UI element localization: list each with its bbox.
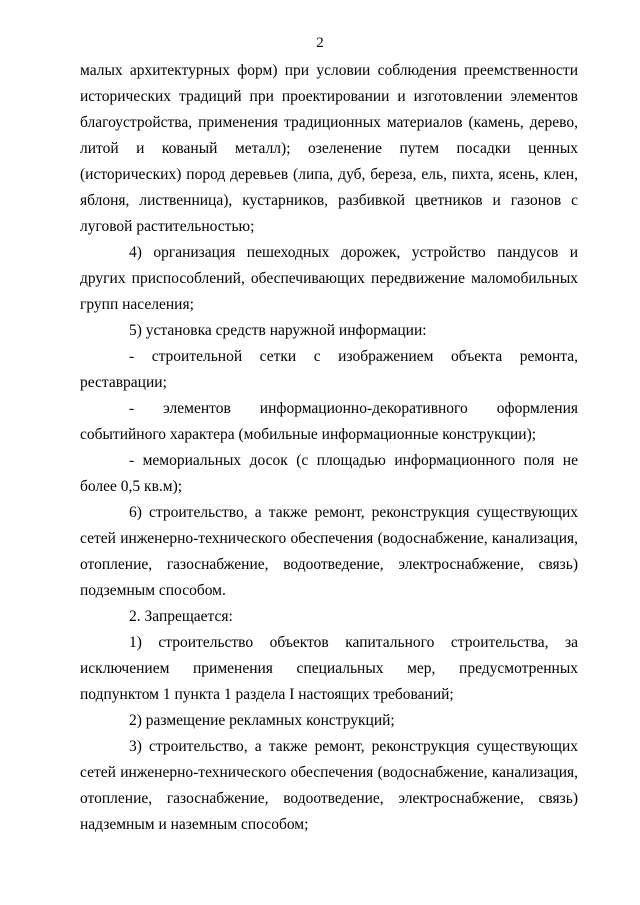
- paragraph-prohibited-item-1-capital-construction: 1) строительство объектов капитального строительства, за исключением применения специальных мер, предусмотренных подпунктом 1 пункта 1 раздела I настоящих требований;: [80, 634, 578, 703]
- paragraph-prohibited-item-2-advertising: 2) размещение рекламных конструкций;: [129, 712, 395, 729]
- paragraph-item-4-pedestrian-paths: 4) организация пешеходных дорожек, устройство пандусов и других приспособлений, обеспечивающих передвижение маломобильных групп населения;: [80, 244, 578, 313]
- paragraph-item-6-underground-networks: 6) строительство, а также ремонт, реконструкция существующих сетей инженерно-технического обеспечения (водоснабжение, канализация, отопление, газоснабжение, водоотведение, электроснабжение, связь) подземным способом.: [80, 504, 578, 599]
- paragraph-section-2-prohibited: 2. Запрещается:: [129, 608, 233, 625]
- paragraph-continuation-landscaping: малых архитектурных форм) при условии соблюдения преемственности исторических традиций при проектировании и изготовлении элементов благоустройства, применения традиционных материалов (камень, дерево, литой и кованый металл); озеленение путем посадки ценных (исторических) пород деревьев (липа, дуб, береза, ель, пихта, ясень, клен, яблоня, лиственница), кустарников, разбивкой цветников и газонов с луговой растительностью;: [80, 62, 578, 235]
- paragraph-item-5-outdoor-information: 5) установка средств наружной информации:: [129, 322, 427, 339]
- paragraph-subitem-memorial-plaques: - мемориальных досок (с площадью информационного поля не более 0,5 кв.м);: [80, 452, 578, 495]
- paragraph-subitem-decorative-elements: - элементов информационно-декоративного оформления событийного характера (мобильные информационные конструкции);: [80, 400, 578, 443]
- document-body: [80, 58, 578, 838]
- paragraph-subitem-construction-mesh: - строительной сетки с изображением объекта ремонта, реставрации;: [80, 348, 578, 391]
- page-number: 2: [316, 35, 324, 51]
- paragraph-prohibited-item-3-aboveground-networks: 3) строительство, а также ремонт, реконструкция существующих сетей инженерно-технического обеспечения (водоснабжение, канализация, отопление, газоснабжение, водоотведение, электроснабжение, связь) надземным и наземным способом;: [80, 738, 578, 833]
